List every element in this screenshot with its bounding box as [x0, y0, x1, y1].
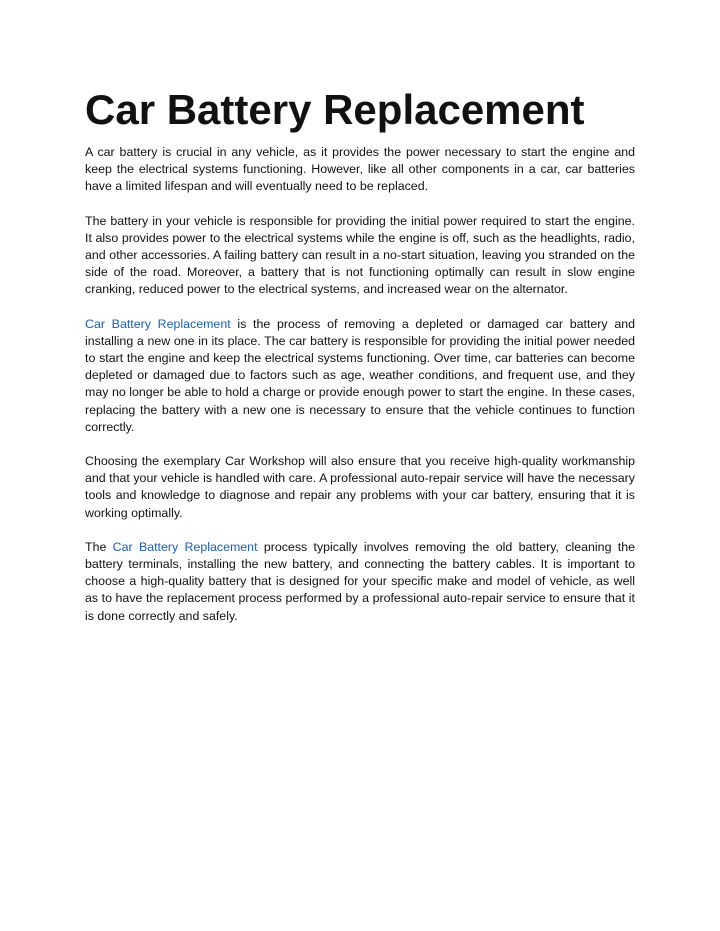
paragraph-text-after: process typically involves removing the old battery, cleaning the battery terminals, installing the new battery, and connecting the battery cables. It is important to choose a high-quality battery that is designed for your specific make and model of vehicle, as well as to have the replacement process performed by a professional auto-repair service to ensure that it is done correctly and safely.: [85, 539, 635, 623]
paragraph-replacement-definition: [85, 316, 635, 436]
paragraph-process: [85, 539, 635, 625]
paragraph-text-before: The: [85, 539, 113, 554]
document-title: Car Battery Replacement: [85, 86, 585, 133]
paragraph-battery-role: The battery in your vehicle is responsible for providing the initial power required to start the engine. It also provides power to the electrical systems while the engine is off, such as the headlights, radio, and other accessories. A failing battery can result in a no-start situation, leaving you stranded on the side of the road. Moreover, a battery that is not functioning optimally can result in slow engine cranking, reduced power to the electrical systems, and increased wear on the alternator.: [85, 213, 635, 297]
paragraph-workshop: Choosing the exemplary Car Workshop will also ensure that you receive high-quality workmanship and that your vehicle is handled with care. A professional auto-repair service will have the necessary tools and knowledge to diagnose and repair any problems with your car battery, ensuring that it is working optimally.: [85, 454, 635, 520]
document-page: [85, 80, 635, 642]
car-battery-replacement-link[interactable]: Car Battery Replacement: [85, 316, 231, 331]
car-battery-replacement-link[interactable]: Car Battery Replacement: [112, 539, 258, 554]
paragraph-text-after: is the process of removing a depleted or damaged car battery and installing a new one in its place. The car battery is responsible for providing the initial power needed to start the engine and keep the electrical systems functioning. Over time, car batteries can become depleted or damaged due to factors such as age, weather conditions, and frequent use, and they may no longer be able to hold a charge or provide enough power to start the engine. In these cases, replacing the battery with a new one is necessary to ensure that the vehicle continues to function correctly.: [85, 316, 635, 434]
paragraph-intro: A car battery is crucial in any vehicle, as it provides the power necessary to start the engine and keep the electrical systems functioning. However, like all other components in a car, car batteries have a limited lifespan and will eventually need to be replaced.: [85, 145, 635, 194]
